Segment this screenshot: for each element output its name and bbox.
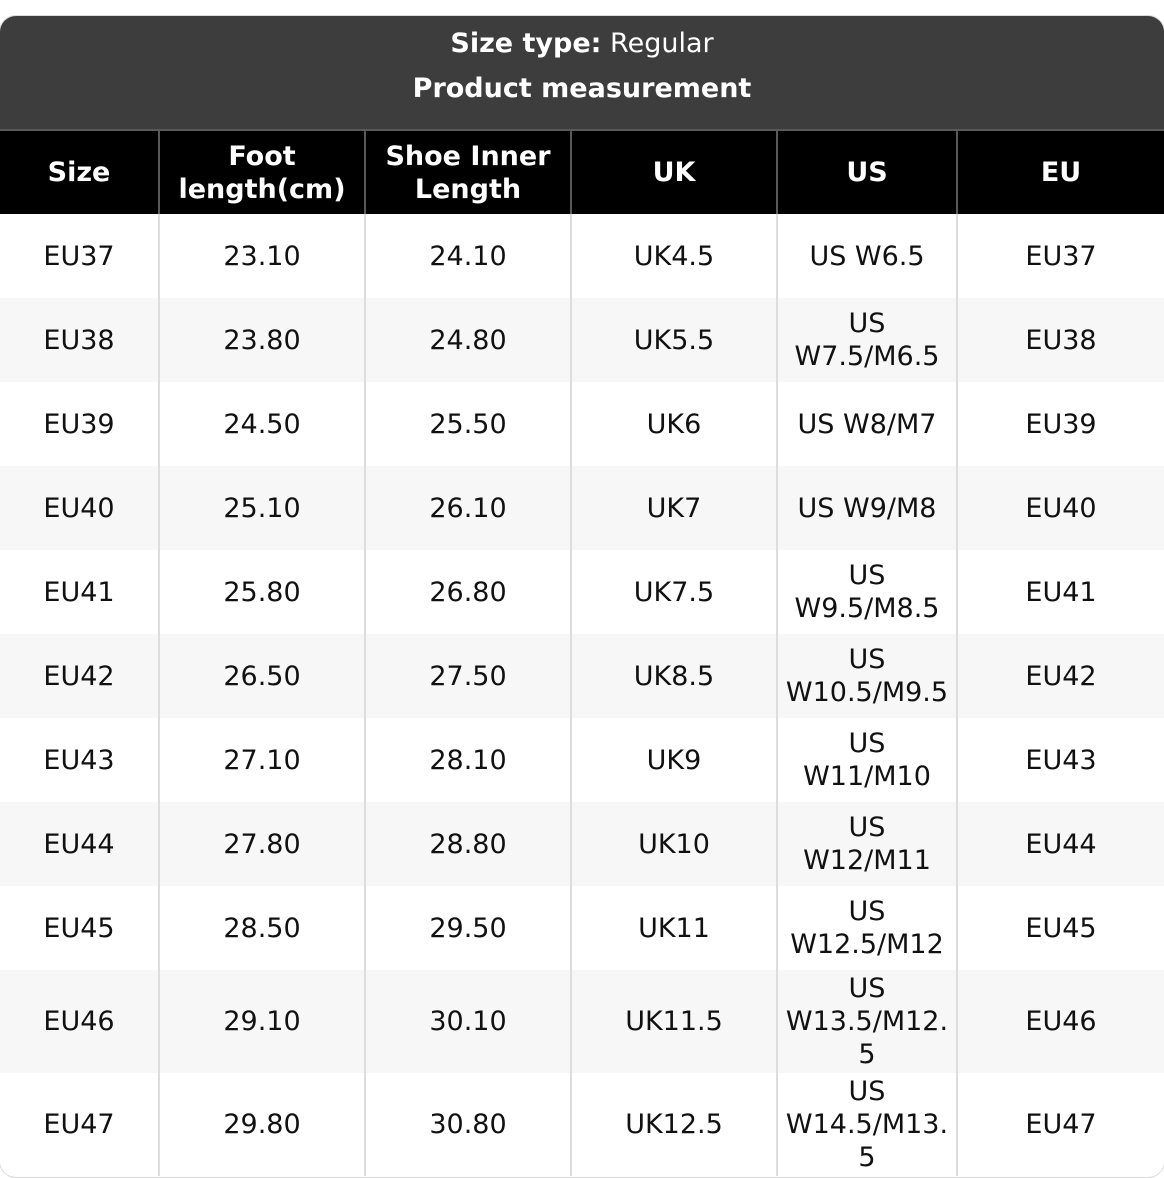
table-row (0, 970, 1164, 1073)
cell-size: EU37 (0, 214, 159, 298)
size-type-line (0, 16, 1164, 72)
table-row (0, 298, 1164, 382)
cell-foot-length: 28.50 (159, 886, 365, 970)
cell-foot-length: 29.80 (159, 1073, 365, 1176)
cell-us: US W13.5/M12.5 (777, 970, 957, 1073)
table-row (0, 886, 1164, 970)
cell-shoe-inner-length: 30.10 (365, 970, 571, 1073)
size-chart (0, 16, 1164, 1177)
cell-eu: EU38 (957, 298, 1164, 382)
cell-us: US W11/M10 (777, 718, 957, 802)
table-row (0, 718, 1164, 802)
cell-uk: UK6 (571, 382, 777, 466)
cell-size: EU39 (0, 382, 159, 466)
cell-us: US W9.5/M8.5 (777, 550, 957, 634)
cell-uk: UK11 (571, 886, 777, 970)
column-header-size: Size (0, 130, 159, 214)
cell-us: US W14.5/M13.5 (777, 1073, 957, 1176)
cell-shoe-inner-length: 29.50 (365, 886, 571, 970)
cell-us: US W8/M7 (777, 382, 957, 466)
cell-foot-length: 27.80 (159, 802, 365, 886)
table-row (0, 214, 1164, 298)
cell-foot-length: 25.80 (159, 550, 365, 634)
cell-us: US W7.5/M6.5 (777, 298, 957, 382)
cell-uk: UK4.5 (571, 214, 777, 298)
cell-shoe-inner-length: 26.10 (365, 466, 571, 550)
cell-shoe-inner-length: 24.10 (365, 214, 571, 298)
cell-eu: EU47 (957, 1073, 1164, 1176)
cell-foot-length: 29.10 (159, 970, 365, 1073)
cell-size: EU41 (0, 550, 159, 634)
cell-uk: UK12.5 (571, 1073, 777, 1176)
cell-shoe-inner-length: 30.80 (365, 1073, 571, 1176)
cell-us: US W12.5/M12 (777, 886, 957, 970)
cell-shoe-inner-length: 27.50 (365, 634, 571, 718)
cell-foot-length: 26.50 (159, 634, 365, 718)
size-type-value: Regular (610, 28, 714, 59)
cell-eu: EU43 (957, 718, 1164, 802)
cell-size: EU45 (0, 886, 159, 970)
size-chart-caption (0, 16, 1164, 129)
cell-uk: UK7 (571, 466, 777, 550)
cell-size: EU46 (0, 970, 159, 1073)
cell-eu: EU39 (957, 382, 1164, 466)
table-row (0, 466, 1164, 550)
column-header-uk: UK (571, 130, 777, 214)
cell-uk: UK9 (571, 718, 777, 802)
cell-size: EU40 (0, 466, 159, 550)
cell-eu: EU40 (957, 466, 1164, 550)
size-table (0, 129, 1164, 1176)
cell-eu: EU42 (957, 634, 1164, 718)
cell-size: EU47 (0, 1073, 159, 1176)
column-header-us: US (777, 130, 957, 214)
size-type-label: Size type: (450, 28, 602, 59)
cell-size: EU43 (0, 718, 159, 802)
cell-uk: UK8.5 (571, 634, 777, 718)
cell-uk: UK11.5 (571, 970, 777, 1073)
cell-uk: UK5.5 (571, 298, 777, 382)
cell-us: US W6.5 (777, 214, 957, 298)
cell-us: US W9/M8 (777, 466, 957, 550)
cell-shoe-inner-length: 28.80 (365, 802, 571, 886)
cell-size: EU42 (0, 634, 159, 718)
cell-shoe-inner-length: 25.50 (365, 382, 571, 466)
table-row (0, 382, 1164, 466)
table-header-row (0, 130, 1164, 214)
cell-us: US W10.5/M9.5 (777, 634, 957, 718)
cell-uk: UK10 (571, 802, 777, 886)
cell-foot-length: 24.50 (159, 382, 365, 466)
column-header-eu: EU (957, 130, 1164, 214)
table-row (0, 550, 1164, 634)
cell-shoe-inner-length: 28.10 (365, 718, 571, 802)
cell-eu: EU44 (957, 802, 1164, 886)
cell-us: US W12/M11 (777, 802, 957, 886)
cell-shoe-inner-length: 26.80 (365, 550, 571, 634)
cell-uk: UK7.5 (571, 550, 777, 634)
table-row (0, 634, 1164, 718)
cell-foot-length: 27.10 (159, 718, 365, 802)
product-measurement-title: Product measurement (412, 73, 752, 104)
cell-size: EU44 (0, 802, 159, 886)
cell-shoe-inner-length: 24.80 (365, 298, 571, 382)
cell-foot-length: 23.10 (159, 214, 365, 298)
table-row (0, 802, 1164, 886)
cell-eu: EU45 (957, 886, 1164, 970)
cell-eu: EU41 (957, 550, 1164, 634)
cell-foot-length: 25.10 (159, 466, 365, 550)
cell-eu: EU46 (957, 970, 1164, 1073)
cell-size: EU38 (0, 298, 159, 382)
column-header-shoe-inner-length: Shoe Inner Length (365, 130, 571, 214)
column-header-foot-length: Foot length(cm) (159, 130, 365, 214)
cell-foot-length: 23.80 (159, 298, 365, 382)
table-row (0, 1073, 1164, 1176)
cell-eu: EU37 (957, 214, 1164, 298)
